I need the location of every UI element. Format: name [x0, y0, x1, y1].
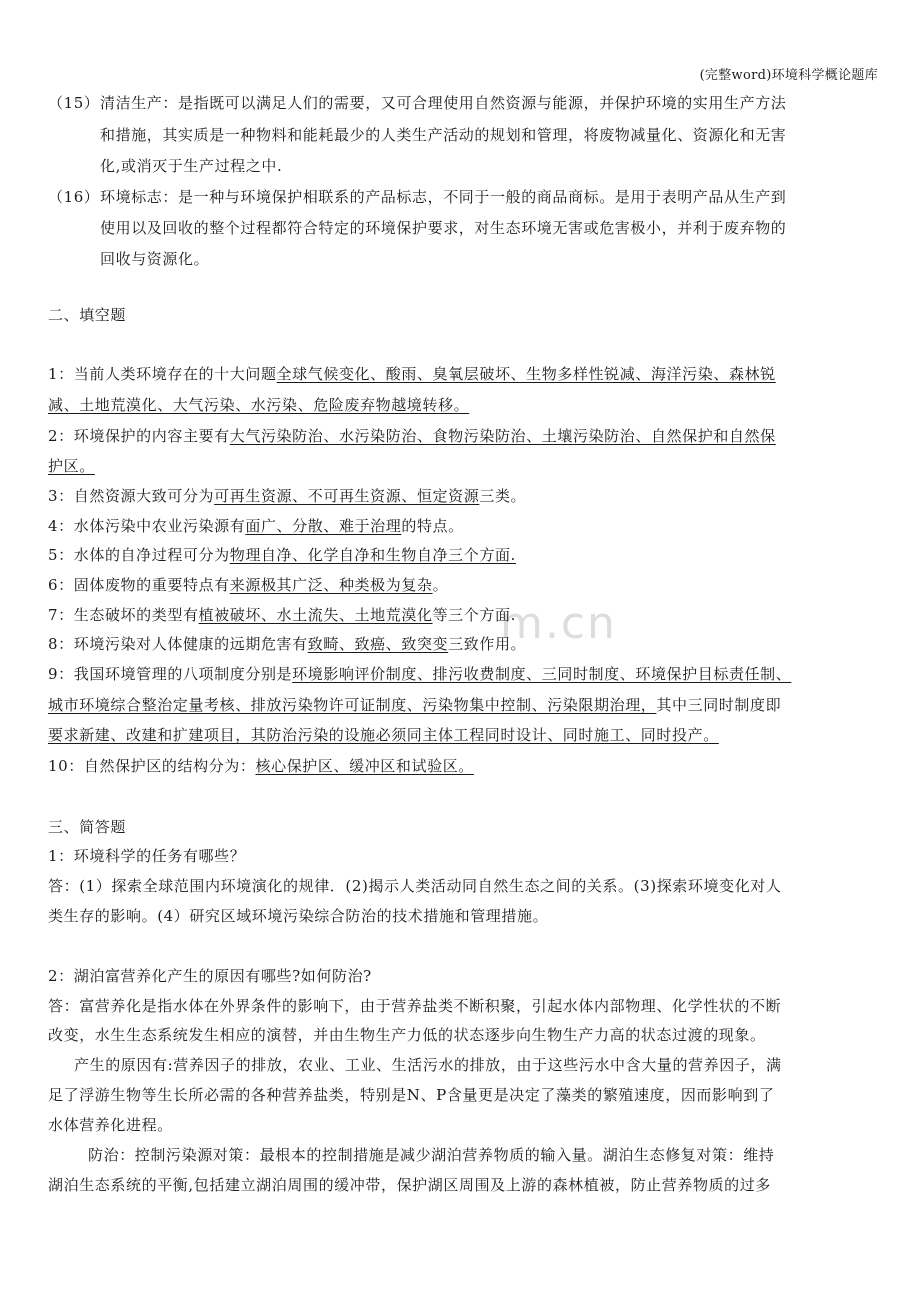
answer-text: 全球气候变化、酸雨、臭氧层破坏、生物多样性锐减、海洋污染、森林锐 — [276, 365, 776, 383]
answer-text: 植被破坏、水土流失、土地荒漠化 — [198, 606, 433, 624]
fill-question-9 — [48, 664, 791, 684]
short-question-1: 1：环境科学的任务有哪些？ — [48, 847, 246, 865]
definition-16 — [48, 187, 786, 207]
short-answer-2-prevention-line-2: 湖泊生态系统的平衡,包括建立湖泊周围的缓冲带，保护湖区周围及上游的森林植被，防止营养物质的过多 — [48, 1176, 771, 1194]
fill-question-3 — [48, 486, 526, 506]
section-title-short-answer: 三、简答题 — [48, 818, 127, 836]
answer-text: 护区。 — [48, 457, 95, 475]
question-text-tail: 其中三同时制度即 — [656, 696, 782, 714]
question-text-tail: 的特点。 — [401, 517, 464, 535]
question-text-tail: 三致作用。 — [448, 635, 527, 653]
short-answer-2-line-1: 答：富营养化是指水体在外界条件的影响下，由于营养盐类不断积聚，引起水体内部物理、化学性状的不断 — [48, 997, 782, 1015]
question-text: 9：我国环境管理的八项制度分别是 — [48, 665, 293, 683]
definition-15 — [48, 93, 786, 113]
fill-question-9-line-2 — [48, 695, 781, 715]
answer-text: 环境影响评价制度、排污收费制度、三同时制度、环境保护目标责任制、 — [292, 665, 792, 683]
answer-text: 致畸、致癌、致突变 — [307, 635, 449, 653]
watermark: m.cn — [500, 598, 617, 649]
question-text-tail: 三类。 — [479, 487, 527, 505]
definition-16-line-3: 回收与资源化。 — [100, 250, 210, 268]
answer-text: 面广、分散、难于治理 — [245, 517, 402, 535]
short-answer-1-line-2: 类生存的影响。(4）研究区域环境污染综合防治的技术措施和管理措施。 — [48, 907, 549, 925]
fill-question-1-line-2 — [48, 395, 469, 415]
page-header: (完整word)环境科学概论题库 — [699, 68, 878, 83]
definition-text: 清洁生产：是指既可以满足人们的需要，又可合理使用自然资源与能源，并保护环境的实用生产方法 — [100, 94, 787, 112]
question-text: 4：水体污染中农业污染源有 — [48, 517, 246, 535]
fill-question-5 — [48, 545, 516, 565]
question-text: 7：生态破坏的类型有 — [48, 606, 199, 624]
definition-15-line-3: 化,或消灭于生产过程之中. — [100, 157, 283, 175]
item-number: （15） — [48, 94, 100, 112]
section-title-fill-in: 二、填空题 — [48, 306, 127, 324]
question-text: 8：环境污染对人体健康的远期危害有 — [48, 635, 308, 653]
question-text: 5：水体的自净过程可分为 — [48, 546, 230, 564]
question-text-tail: 。 — [432, 576, 449, 594]
question-text: 6：固体废物的重要特点有 — [48, 576, 230, 594]
answer-text: 要求新建、改建和扩建项目，其防治污染的设施必须同主体工程同时设计、同时施工、同时投产。 — [48, 726, 719, 744]
short-answer-2-causes-line-1: 产生的原因有:营养因子的排放，农业、工业、生活污水的排放，由于这些污水中含大量的营养因子，满 — [74, 1056, 782, 1074]
answer-text: 可再生资源、不可再生资源、恒定资源 — [214, 487, 480, 505]
short-answer-2-causes-line-3: 水体营养化进程。 — [48, 1116, 173, 1134]
question-text: 3：自然资源大致可分为 — [48, 487, 215, 505]
definition-text: 环境标志：是一种与环境保护相联系的产品标志，不同于一般的商品商标。是用于表明产品从生产到 — [100, 188, 787, 206]
question-text: 1：当前人类环境存在的十大问题 — [48, 365, 277, 383]
fill-question-2-line-2 — [48, 456, 95, 476]
answer-text: 核心保护区、缓冲区和试验区。 — [255, 757, 474, 775]
short-question-2: 2：湖泊富营养化产生的原因有哪些?如何防治? — [48, 967, 372, 985]
question-text: 10：自然保护区的结构分为： — [48, 757, 256, 775]
question-text-tail: 等三个方面. — [432, 606, 516, 624]
fill-question-2 — [48, 426, 776, 446]
fill-question-6 — [48, 575, 448, 595]
fill-question-7 — [48, 605, 516, 625]
fill-question-10 — [48, 756, 474, 776]
short-answer-2-prevention-line-1: 防治：控制污染源对策：最根本的控制措施是减少湖泊营养物质的输入量。湖泊生态修复对策：维持 — [88, 1146, 775, 1164]
definition-16-line-2: 使用以及回收的整个过程都符合特定的环境保护要求，对生态环境无害或危害极小，并利于废弃物的 — [100, 219, 787, 237]
short-answer-2-causes-line-2: 足了浮游生物等生长所必需的各种营养盐类，特别是N、P含量更是决定了藻类的繁殖速度，因而影响到了 — [48, 1086, 775, 1104]
answer-text: 来源极其广泛、种类极为复杂 — [229, 576, 433, 594]
answer-text: 物理自净、化学自净和生物自净三个方面. — [229, 546, 516, 564]
answer-text: 城市环境综合整治定量考核、排放污染物许可证制度、污染物集中控制、污染限期治理， — [48, 696, 657, 714]
answer-text: 减、土地荒漠化、大气污染、水污染、危险废弃物越境转移。 — [48, 396, 470, 414]
item-number: （16） — [48, 188, 100, 206]
short-answer-1-line-1: 答：(1）探索全球范围内环境演化的规律．(2)揭示人类活动同自然生态之间的关系。(3)探索环境变化对人 — [48, 877, 782, 895]
definition-15-line-2: 和措施，其实质是一种物料和能耗最少的人类生产活动的规划和管理，将废物减量化、资源化和无害 — [100, 126, 787, 144]
short-answer-2-line-2: 改变，水生生态系统发生相应的演替，并由生物生产力低的状态逐步向生物生产力高的状态过渡的现象。 — [48, 1026, 766, 1044]
answer-text: 大气污染防治、水污染防治、食物污染防治、土壤污染防治、自然保护和自然保 — [229, 427, 776, 445]
fill-question-8 — [48, 634, 526, 654]
fill-question-1 — [48, 364, 776, 384]
question-text: 2：环境保护的内容主要有 — [48, 427, 230, 445]
fill-question-4 — [48, 516, 464, 536]
fill-question-9-line-3 — [48, 725, 719, 745]
